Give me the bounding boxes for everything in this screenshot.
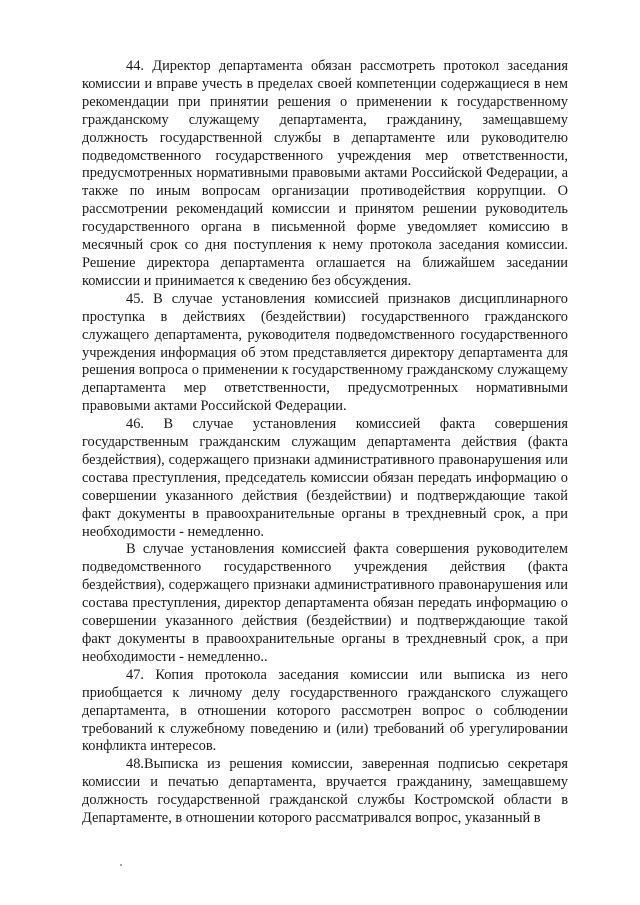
scan-speck bbox=[120, 864, 122, 866]
paragraph-46: 46. В случае установления комиссией факта совершения государственным гражданским служащим департамента действия (факта бездействия), содержащего признаки административного правонарушения или состава преступления, председатель комиссии обязан передать информацию о совершении указанного действия (бездействии) и подтверждающие такой факт документы в правоохранительные органы в трехдневный срок, а при необходимости - немедленно. bbox=[82, 416, 568, 540]
paragraph-47: 47. Копия протокола заседания комиссии или выписка из него приобщается к личному делу государственного гражданского служащего департамента, в отношении которого рассмотрен вопрос о соблюдении требований к служебному поведению и (или) требований об урегулировании конфликта интересов. bbox=[82, 666, 568, 755]
document-page bbox=[82, 58, 568, 828]
paragraph-44: 44. Директор департамента обязан рассмотреть протокол заседания комиссии и вправе учесть в пределах своей компетенции содержащиеся в нем рекомендации при принятии решения о применении к государственному гражданскому служащему департамента, гражданину, замещавшему должность государственной службы в департаменте или руководителю подведомственного государственного учреждения мер ответственности, предусмотренных нормативными правовыми актами Российской Федерации, а также по иным вопросам организации противодействия коррупции. О рассмотрении рекомендаций комиссии и принятом решении руководитель государственного органа в письменной форме уведомляет комиссию в месячный срок со дня поступления к нему протокола заседания комиссии. Решение директора департамента оглашается на ближайшем заседании комиссии и принимается к сведению без обсуждения. bbox=[82, 58, 568, 289]
paragraph-45: 45. В случае установления комиссией признаков дисциплинарного проступка в действиях (бездействии) государственного гражданского служащего департамента, руководителя подведомственного государственного учреждения информация об этом представляется директору департамента для решения вопроса о применении к государственному гражданскому служащему департамента мер ответственности, предусмотренных нормативными правовыми актами Российской Федерации. bbox=[82, 290, 568, 415]
paragraph-46-continued: В случае установления комиссией факта совершения руководителем подведомственного государственного учреждения действия (факта бездействия), содержащего признаки административного правонарушения или состава преступления, директор департамента обязан передать информацию о совершении указанного действия (бездействии) и подтверждающие такой факт документы в правоохранительные органы в трехдневный срок, а при необходимости - немедленно.. bbox=[82, 541, 568, 665]
paragraph-48: 48.Выписка из решения комиссии, заверенная подписью секретаря комиссии и печатью департамента, вручается гражданину, замещавшему должность государственной гражданской службы Костромской области в Департаменте, в отношении которого рассматривался вопрос, указанный в bbox=[82, 756, 568, 827]
